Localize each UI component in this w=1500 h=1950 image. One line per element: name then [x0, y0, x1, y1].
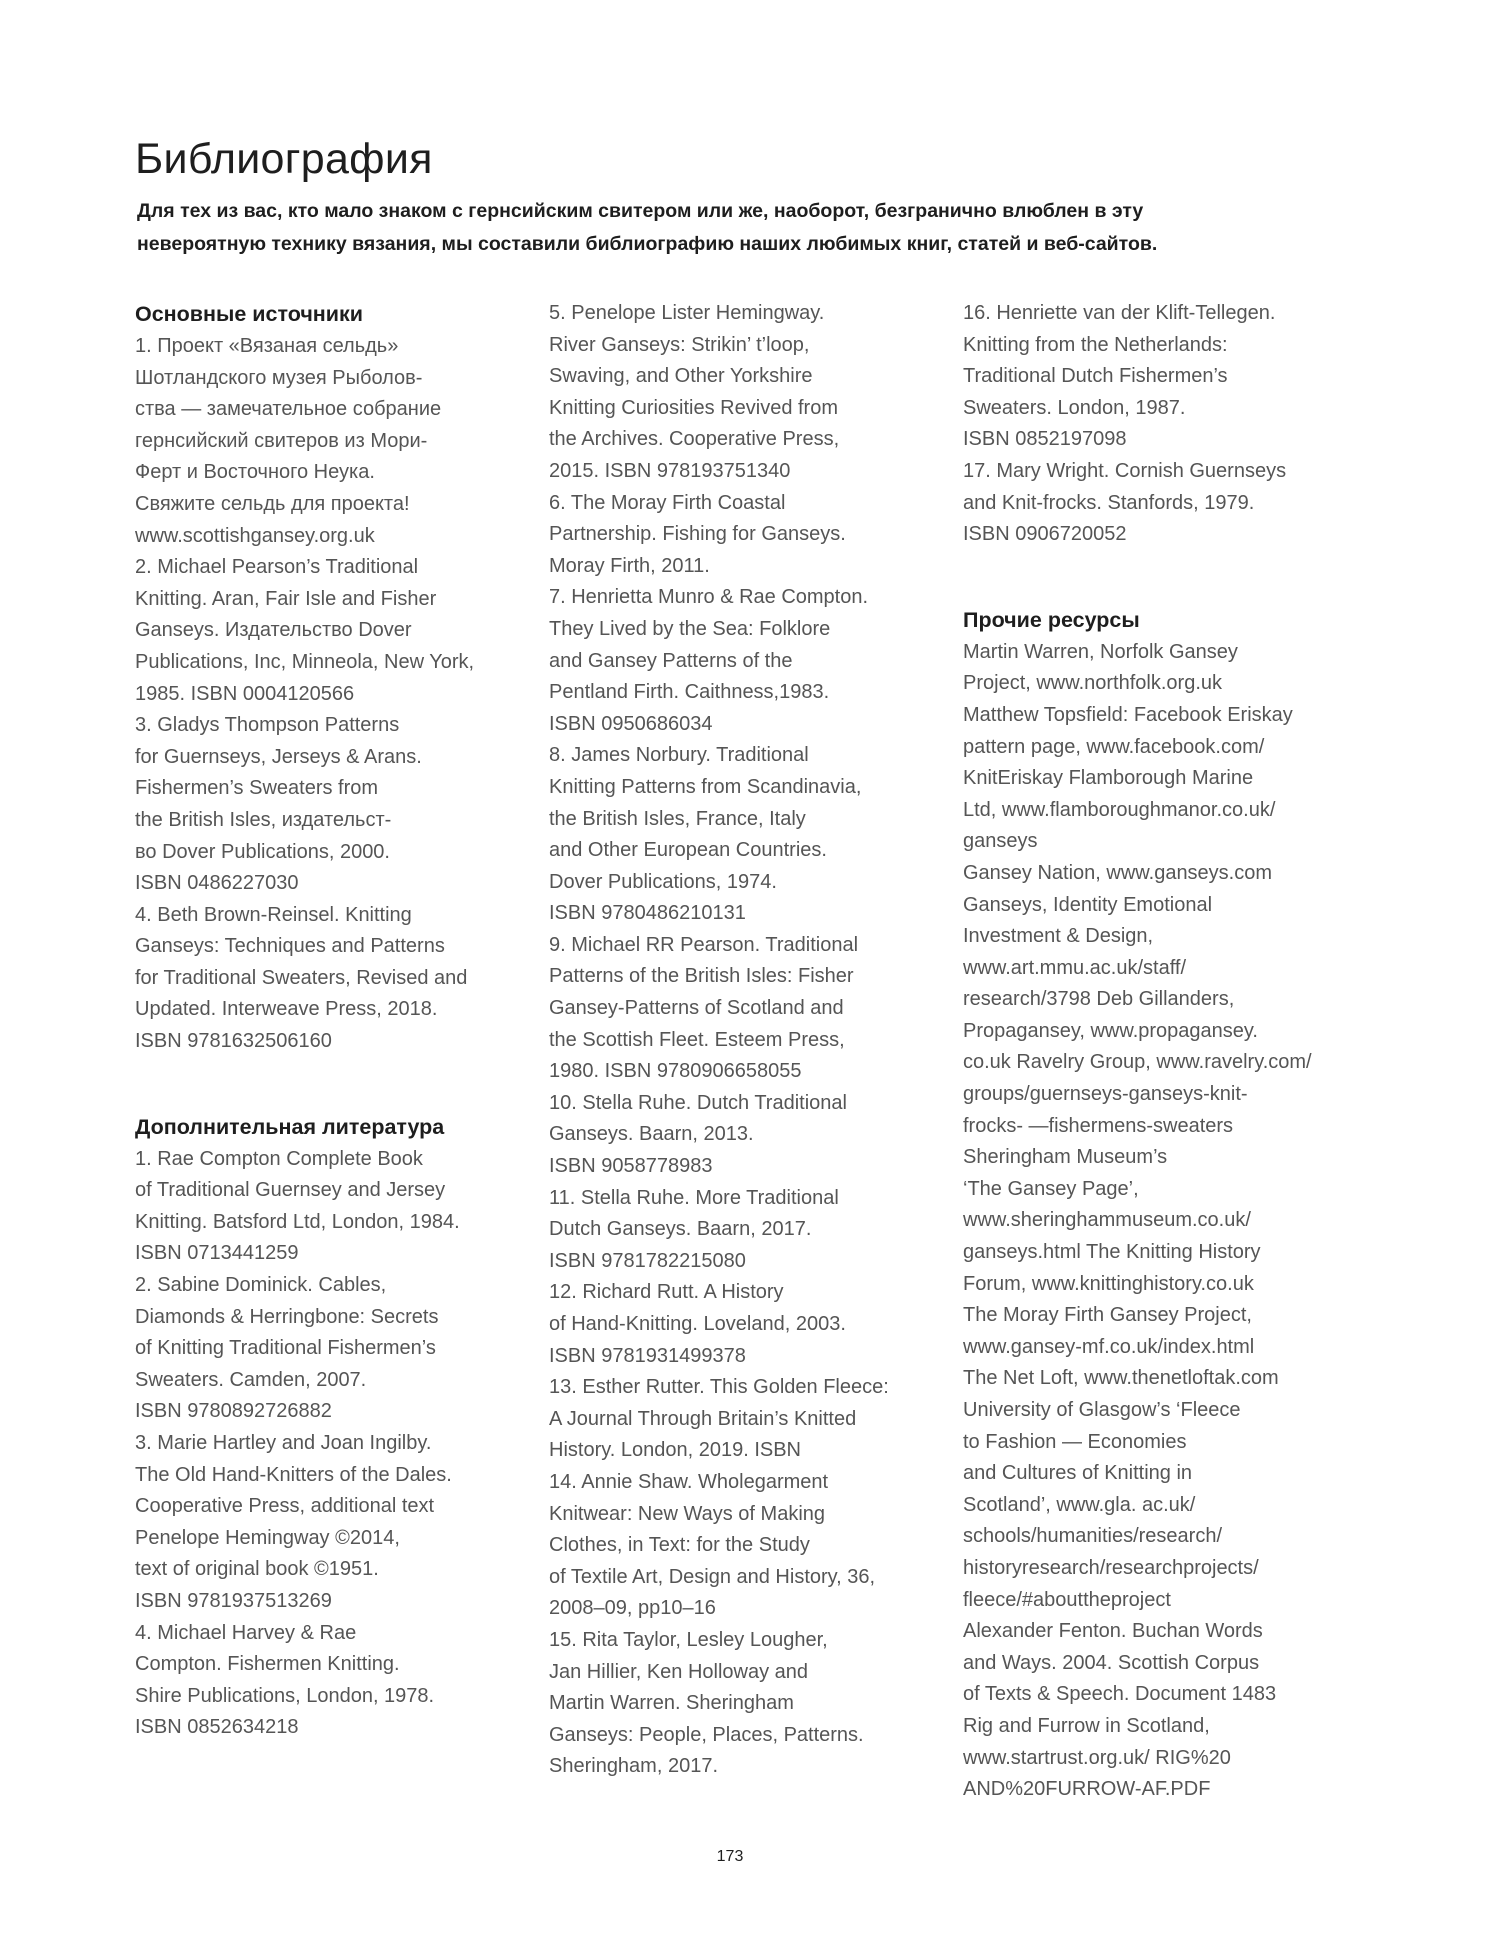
bibliography-line: ISBN 0713441259 [135, 1242, 299, 1265]
bibliography-line: Ganseys, Identity Emotional [963, 893, 1213, 916]
bibliography-line: 12. Richard Rutt. A History [549, 1281, 784, 1304]
bibliography-line: Knitting from the Netherlands: [963, 333, 1228, 356]
bibliography-line: research/3798 Deb Gillanders, [963, 988, 1235, 1011]
bibliography-line: Martin Warren, Norfolk Gansey [963, 640, 1238, 663]
bibliography-line: Publications, Inc, Minneola, New York, [135, 650, 475, 673]
bibliography-line: Gansey-Patterns of Scotland and [549, 997, 844, 1020]
section-heading: Дополнительная литература [135, 1114, 445, 1139]
bibliography-line: ISBN 0852634218 [135, 1716, 299, 1739]
bibliography-line: and Other European Countries. [549, 839, 827, 862]
bibliography-line: Traditional Dutch Fishermen’s [963, 365, 1228, 388]
bibliography-line: ‘The Gansey Page’, [963, 1177, 1139, 1200]
bibliography-line: Dover Publications, 1974. [549, 870, 777, 893]
bibliography-line: ISBN 9780486210131 [549, 902, 746, 925]
bibliography-line: Updated. Interweave Press, 2018. [135, 998, 438, 1021]
bibliography-line: ganseys [963, 830, 1038, 853]
bibliography-line: Knitting Curiosities Revived from [549, 396, 838, 419]
bibliography-line: www.startrust.org.uk/ RIG%20 [963, 1746, 1231, 1769]
bibliography-line: fleece/#abouttheproject [963, 1588, 1171, 1611]
bibliography-line: Knitwear: New Ways of Making [549, 1502, 826, 1525]
page-title: Библиография [135, 135, 433, 183]
bibliography-line: Swaving, and Other Yorkshire [549, 365, 813, 388]
bibliography-line: 1. Rae Compton Complete Book [135, 1147, 423, 1170]
bibliography-column-2 [549, 298, 944, 1783]
intro-line: невероятную технику вязания, мы составили библиографию наших любимых книг, статей и веб-сайтов. [137, 233, 1158, 255]
bibliography-line: 14. Annie Shaw. Wholegarment [549, 1470, 829, 1493]
bibliography-line: 8. James Norbury. Traditional [549, 744, 809, 767]
bibliography-line: Penelope Hemingway ©2014, [135, 1526, 400, 1549]
bibliography-line: for Guernseys, Jerseys & Arans. [135, 745, 422, 768]
bibliography-line: 4. Michael Harvey & Rae [135, 1621, 357, 1644]
section-spacer [963, 551, 1383, 604]
bibliography-line: 17. Mary Wright. Cornish Guernseys [963, 459, 1287, 482]
bibliography-line: Sheringham Museum’s [963, 1146, 1168, 1169]
bibliography-line: 16. Henriette van der Klift-Tellegen. [963, 302, 1276, 324]
bibliography-line: Gansey Nation, www.ganseys.com [963, 861, 1273, 884]
bibliography-line: and Cultures of Knitting in [963, 1462, 1193, 1485]
bibliography-line: the Scottish Fleet. Esteem Press, [549, 1028, 845, 1051]
bibliography-line: Forum, www.knittinghistory.co.uk [963, 1272, 1254, 1295]
bibliography-line: of Knitting Traditional Fishermen’s [135, 1337, 436, 1360]
bibliography-line: Ферт и Восточного Неука. [135, 461, 375, 484]
bibliography-line: 11. Stella Ruhe. More Traditional [549, 1186, 839, 1209]
bibliography-line: of Hand-Knitting. Loveland, 2003. [549, 1313, 846, 1335]
bibliography-line: to Fashion — Economies [963, 1430, 1187, 1453]
bibliography-line: ISBN 9781931499378 [549, 1344, 746, 1367]
bibliography-line: River Ganseys: Strikin’ t’loop, [549, 333, 810, 356]
bibliography-line: frocks- —fishermens-sweaters [963, 1114, 1234, 1137]
section-spacer [135, 1058, 530, 1111]
bibliography-line: 1985. ISBN 0004120566 [135, 682, 355, 705]
bibliography-line: of Traditional Guernsey and Jersey [135, 1179, 446, 1202]
bibliography-line: Cooperative Press, additional text [135, 1495, 435, 1518]
bibliography-line: University of Glasgow’s ‘Fleece [963, 1399, 1241, 1421]
bibliography-line: 2015. ISBN 978193751340 [549, 459, 791, 482]
bibliography-line: 2008–09, pp10–16 [549, 1597, 716, 1620]
bibliography-line: and Knit-frocks. Stanfords, 1979. [963, 491, 1255, 514]
bibliography-line: Rig and Furrow in Scotland, [963, 1714, 1210, 1737]
bibliography-line: 1. Проект «Вязаная сельдь» [135, 335, 399, 357]
bibliography-line: 2. Michael Pearson’s Traditional [135, 556, 419, 579]
bibliography-line: ства — замечательное собрание [135, 398, 442, 421]
bibliography-line: and Gansey Patterns of the [549, 649, 793, 672]
bibliography-line: the British Isles, издательст- [135, 808, 392, 831]
bibliography-line: Ganseys: People, Places, Patterns. [549, 1723, 864, 1746]
bibliography-line: Clothes, in Text: for the Study [549, 1534, 810, 1557]
bibliography-line: the British Isles, France, Italy [549, 807, 806, 830]
bibliography-line: Compton. Fishermen Knitting. [135, 1653, 400, 1676]
bibliography-line: History. London, 2019. ISBN [549, 1439, 801, 1462]
section-heading: Основные источники [135, 302, 363, 326]
page-number: 173 [716, 1848, 744, 1865]
bibliography-line: text of original book ©1951. [135, 1558, 379, 1581]
bibliography-line: The Moray Firth Gansey Project, [963, 1304, 1252, 1327]
bibliography-line: of Texts & Speech. Document 1483 [963, 1683, 1277, 1706]
bibliography-line: Scotland’, www.gla. ac.uk/ [963, 1493, 1196, 1516]
bibliography-line: ISBN 9058778983 [549, 1155, 713, 1178]
bibliography-line: Partnership. Fishing for Ganseys. [549, 523, 846, 546]
bibliography-line: Sheringham, 2017. [549, 1755, 719, 1778]
intro-line: Для тех из вас, кто мало знаком с гернсийским свитером или же, наоборот, безгранично влюблен в эту [137, 200, 1144, 222]
bibliography-line: Ganseys. Издательство Dover [135, 619, 412, 642]
bibliography-line: ISBN 0950686034 [549, 712, 713, 735]
bibliography-line: KnitEriskay Flamborough Marine [963, 767, 1254, 790]
bibliography-line: Patterns of the British Isles: Fisher [549, 965, 854, 988]
bibliography-line: Investment & Design, [963, 925, 1154, 948]
bibliography-line: ISBN 9781782215080 [549, 1249, 746, 1272]
bibliography-line: historyresearch/researchprojects/ [963, 1556, 1259, 1579]
bibliography-line: Свяжите сельдь для проекта! [135, 492, 410, 515]
bibliography-line: Fishermen’s Sweaters from [135, 777, 379, 800]
bibliography-line: гернсийский свитеров из Мори- [135, 429, 428, 452]
bibliography-line: Pentland Firth. Caithness,1983. [549, 681, 830, 704]
bibliography-line: Jan Hillier, Ken Holloway and [549, 1660, 809, 1683]
bibliography-line: co.uk Ravelry Group, www.ravelry.com/ [963, 1051, 1312, 1074]
bibliography-line: www.scottishgansey.org.uk [135, 524, 375, 547]
bibliography-line: Шотландского музея Рыболов- [135, 366, 423, 389]
intro-paragraph [137, 195, 1367, 261]
bibliography-line: AND%20FURROW-AF.PDF [963, 1778, 1211, 1801]
section-heading: Прочие ресурсы [963, 607, 1140, 632]
bibliography-line: 2. Sabine Dominick. Cables, [135, 1274, 387, 1297]
bibliography-line: 1980. ISBN 9780906658055 [549, 1060, 802, 1083]
bibliography-line: Sweaters. Camden, 2007. [135, 1368, 367, 1391]
bibliography-line: 3. Marie Hartley and Joan Ingilby. [135, 1432, 432, 1454]
bibliography-line: Ganseys. Baarn, 2013. [549, 1123, 754, 1146]
bibliography-line: ISBN 9781937513269 [135, 1589, 332, 1612]
bibliography-line: Moray Firth, 2011. [549, 554, 710, 577]
bibliography-line: groups/guernseys-ganseys-knit- [963, 1083, 1248, 1106]
bibliography-line: 3. Gladys Thompson Patterns [135, 714, 400, 737]
bibliography-line: ISBN 0906720052 [963, 523, 1127, 546]
bibliography-line: The Old Hand-Knitters of the Dales. [135, 1463, 452, 1486]
bibliography-line: They Lived by the Sea: Folklore [549, 617, 831, 640]
bibliography-line: 4. Beth Brown-Reinsel. Knitting [135, 903, 412, 926]
bibliography-line: www.art.mmu.ac.uk/staff/ [963, 956, 1187, 979]
bibliography-line: schools/humanities/research/ [963, 1525, 1223, 1548]
bibliography-line: www.sheringhammuseum.co.uk/ [963, 1209, 1251, 1232]
bibliography-line: 13. Esther Rutter. This Golden Fleece: [549, 1376, 889, 1399]
bibliography-line: Matthew Topsfield: Facebook Eriskay [963, 703, 1293, 726]
bibliography-line: and Ways. 2004. Scottish Corpus [963, 1651, 1260, 1674]
bibliography-column-1 [135, 298, 530, 1744]
bibliography-line: Diamonds & Herringbone: Secrets [135, 1305, 439, 1328]
bibliography-line: Martin Warren. Sheringham [549, 1692, 794, 1715]
bibliography-line: ganseys.html The Knitting History [963, 1241, 1261, 1264]
bibliography-line: A Journal Through Britain’s Knitted [549, 1407, 857, 1430]
bibliography-line: Sweaters. London, 1987. [963, 396, 1186, 419]
bibliography-line: Ltd, www.flamboroughmanor.co.uk/ [963, 798, 1276, 821]
bibliography-line: ISBN 9780892726882 [135, 1400, 332, 1423]
bibliography-column-3 [963, 298, 1383, 1806]
bibliography-line: Ganseys: Techniques and Patterns [135, 935, 445, 958]
bibliography-line: ISBN 0852197098 [963, 428, 1127, 451]
bibliography-line: 5. Penelope Lister Hemingway. [549, 302, 825, 324]
bibliography-line: 9. Michael RR Pearson. Traditional [549, 933, 859, 956]
bibliography-line: for Traditional Sweaters, Revised and [135, 966, 468, 989]
bibliography-line: во Dover Publications, 2000. [135, 840, 390, 863]
bibliography-line: 7. Henrietta Munro & Rae Compton. [549, 586, 869, 609]
bibliography-line: 6. The Moray Firth Coastal [549, 491, 786, 514]
bibliography-line: Dutch Ganseys. Baarn, 2017. [549, 1218, 812, 1241]
bibliography-line: 10. Stella Ruhe. Dutch Traditional [549, 1091, 847, 1114]
bibliography-line: of Textile Art, Design and History, 36, [549, 1565, 876, 1588]
bibliography-line: Knitting. Batsford Ltd, London, 1984. [135, 1210, 460, 1233]
bibliography-line: Propagansey, www.propagansey. [963, 1019, 1258, 1042]
bibliography-line: ISBN 0486227030 [135, 872, 299, 895]
bibliography-line: Knitting. Aran, Fair Isle and Fisher [135, 587, 437, 610]
bibliography-line: ISBN 9781632506160 [135, 1030, 332, 1053]
bibliography-line: Shire Publications, London, 1978. [135, 1684, 435, 1707]
bibliography-line: the Archives. Cooperative Press, [549, 428, 840, 451]
bibliography-line: www.gansey-mf.co.uk/index.html [963, 1335, 1255, 1358]
bibliography-line: Knitting Patterns from Scandinavia, [549, 775, 862, 798]
bibliography-line: 15. Rita Taylor, Lesley Lougher, [549, 1628, 828, 1651]
bibliography-line: Project, www.northfolk.org.uk [963, 672, 1222, 695]
bibliography-line: pattern page, www.facebook.com/ [963, 735, 1265, 758]
bibliography-line: The Net Loft, www.thenetloftak.com [963, 1367, 1279, 1390]
bibliography-line: Alexander Fenton. Buchan Words [963, 1620, 1263, 1643]
